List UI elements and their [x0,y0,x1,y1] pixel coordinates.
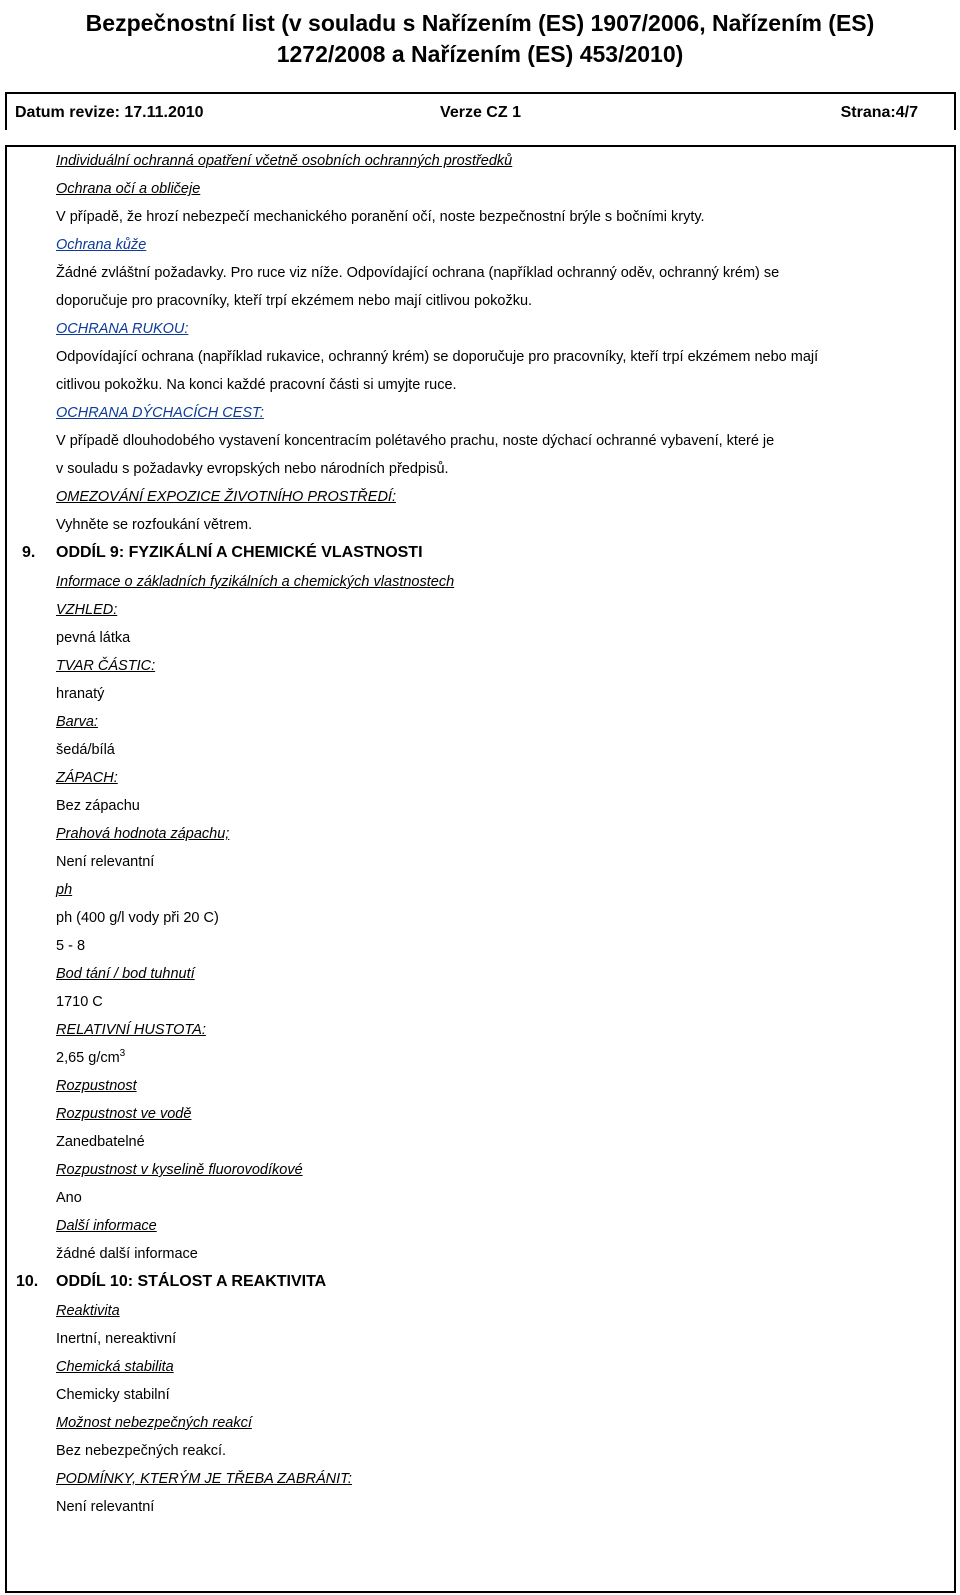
hazardous-reactions-label: Možnost nebezpečných reakcí [56,1415,252,1431]
other-info-label: Další informace [56,1218,157,1234]
hand-protection-text-2: citlivou pokožku. Na konci každé pracovní části si umyjte ruce. [56,377,457,393]
appearance-value: pevná látka [56,630,131,646]
skin-protection-text-2: doporučuje pro pracovníky, kteří trpí ekzémem nebo mají citlivou pokožku. [56,293,533,309]
page-number: Strana:4/7 [840,104,918,121]
eye-protection-heading: Ochrana očí a obličeje [56,181,201,197]
particle-shape-value: hranatý [56,686,105,702]
revision-date: Datum revize: 17.11.2010 [15,104,204,121]
relative-density-value [56,1049,125,1067]
version-label: Verze CZ 1 [440,104,521,121]
hand-protection-text-1: Odpovídající ochrana (například rukavice, ochranný krém) se doporučuje pro pracovníky, kteří trpí ekzémem nebo mají [56,349,819,365]
eye-protection-text: V případě, že hrozí nebezpečí mechanického poranění očí, noste bezpečnostní brýle s bočními kryty. [56,209,705,225]
color-label: Barva: [56,714,98,730]
hf-solubility-label: Rozpustnost v kyselině fluorovodíkové [56,1162,303,1178]
ph-value: 5 - 8 [56,938,86,954]
environmental-exposure-heading: OMEZOVÁNÍ EXPOZICE ŽIVOTNÍHO PROSTŘEDÍ: [56,489,396,505]
relative-density-label: RELATIVNÍ HUSTOTA: [56,1022,206,1038]
hand-protection-heading: OCHRANA RUKOU: [56,321,189,337]
revision-bar [5,92,956,130]
ph-label: ph [56,882,73,898]
particle-shape-label: TVAR ČÁSTIC: [56,658,156,674]
ph-condition: ph (400 g/l vody při 20 C) [56,910,219,926]
water-solubility-value: Zanedbatelné [56,1134,145,1150]
hf-solubility-value: Ano [56,1190,82,1206]
environmental-exposure-text: Vyhněte se rozfoukání větrem. [56,517,253,533]
respiratory-protection-text-2: v souladu s požadavky evropských nebo národních předpisů. [56,461,449,477]
section-10-number: 10. [16,1273,39,1290]
skin-protection-text-1: Žádné zvláštní požadavky. Pro ruce viz níže. Odpovídající ochrana (například ochranný oděv, ochranný krém) se [56,265,780,281]
color-value: šedá/bílá [56,742,115,758]
appearance-label: VZHLED: [56,602,118,618]
section-9-title: ODDÍL 9: FYZIKÁLNÍ A CHEMICKÉ VLASTNOSTI [56,544,423,561]
conditions-to-avoid-label: PODMÍNKY, KTERÝM JE TŘEBA ZABRÁNIT: [56,1471,352,1487]
solubility-label: Rozpustnost [56,1078,137,1094]
section-10-title: ODDÍL 10: STÁLOST A REAKTIVITA [56,1273,327,1290]
section-9-number: 9. [22,544,36,561]
respiratory-protection-heading: OCHRANA DÝCHACÍCH CEST: [56,405,264,421]
physchem-info-heading: Informace o základních fyzikálních a chemických vlastnostech [56,574,455,590]
odor-label: ZÁPACH: [56,770,118,786]
conditions-to-avoid-value: Není relevantní [56,1499,155,1515]
chemical-stability-label: Chemická stabilita [56,1359,174,1375]
reactivity-label: Reaktivita [56,1303,120,1319]
title-line-2: 1272/2008 a Nařízením (ES) 453/2010) [276,41,684,67]
water-solubility-label: Rozpustnost ve vodě [56,1106,192,1122]
skin-protection-heading: Ochrana kůže [56,237,147,253]
document-title [0,8,960,70]
melting-point-value: 1710 C [56,994,103,1010]
odor-threshold-label: Prahová hodnota zápachu; [56,826,230,842]
chemical-stability-value: Chemicky stabilní [56,1387,170,1403]
density-superscript: 3 [119,1048,126,1060]
ppe-heading: Individuální ochranná opatření včetně osobních ochranných prostředků [56,153,513,169]
respiratory-protection-text-1: V případě dlouhodobého vystavení koncentracím polétavého prachu, noste dýchací ochranné vybavení, které je [56,433,775,449]
density-number: 2,65 g/cm [56,1050,120,1066]
melting-point-label: Bod tání / bod tuhnutí [56,966,195,982]
odor-threshold-value: Není relevantní [56,854,155,870]
odor-value: Bez zápachu [56,798,140,814]
other-info-value: žádné další informace [56,1246,198,1262]
hazardous-reactions-value: Bez nebezpečných reakcí. [56,1443,227,1459]
reactivity-value: Inertní, nereaktivní [56,1331,177,1347]
title-line-1: Bezpečnostní list (v souladu s Nařízením (ES) 1907/2006, Nařízením (ES) [85,10,875,36]
